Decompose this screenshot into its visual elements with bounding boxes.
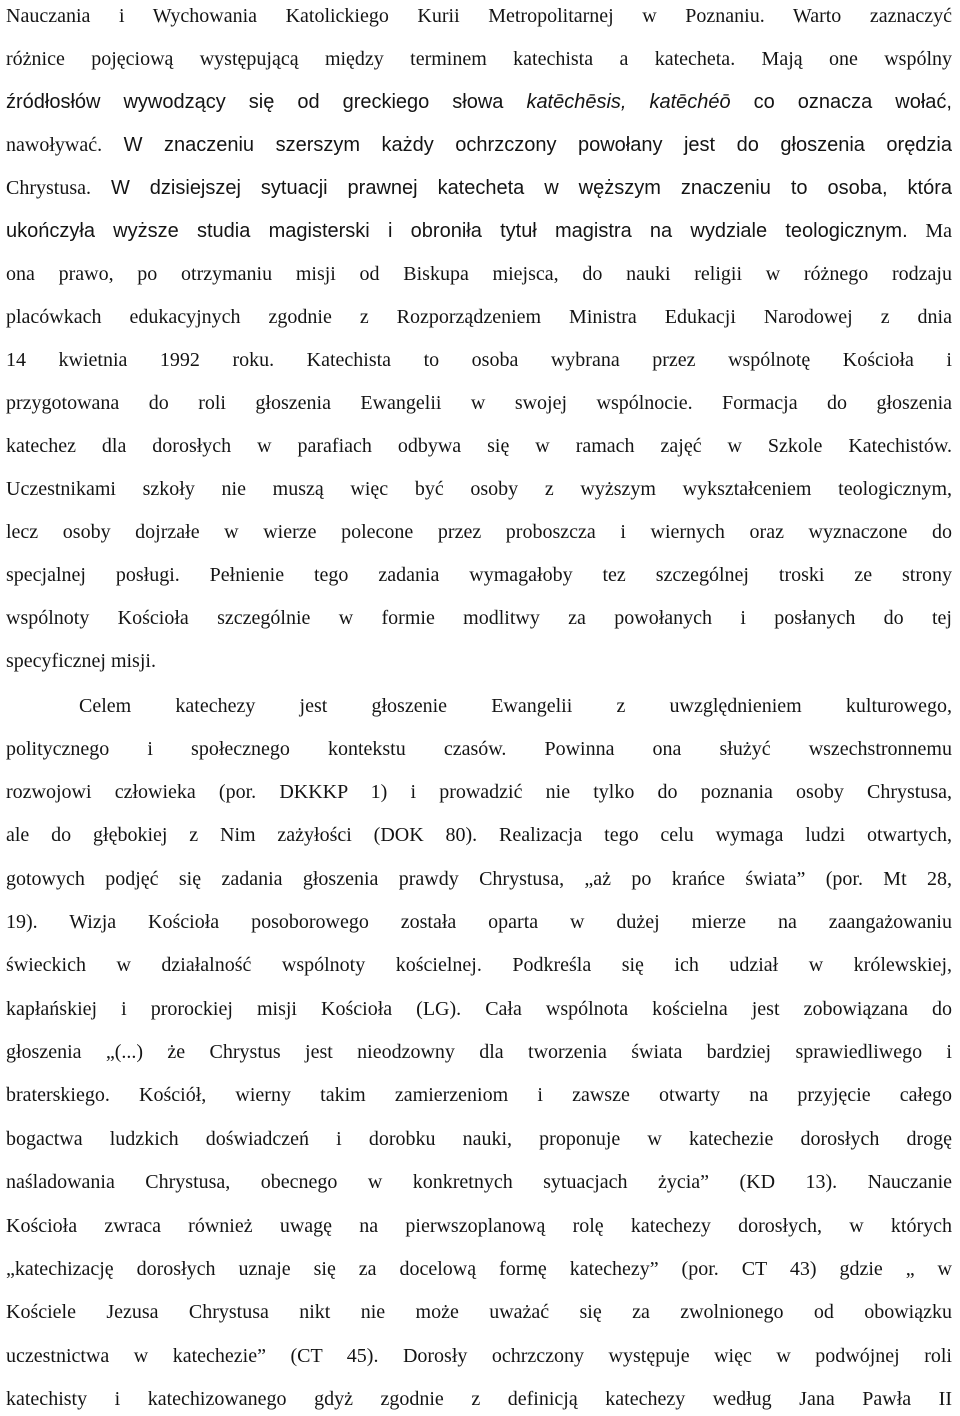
paragraph-2-line-11: bogactwa ludzkich doświadczeń i dorobku nauki, proponuje w katechezie dorosłych drogę	[6, 1128, 952, 1150]
paragraph-2-line-9: głoszenia „(...) że Chrystus jest nieodzowny dla tworzenia świata bardziej sprawiedliwego i	[6, 1041, 952, 1063]
text-line-5-start: Chrystusa.	[6, 177, 91, 199]
text-line-6-end: Ma	[907, 220, 952, 242]
paragraph-2-line-8: kapłańskiej i prorockiej misji Kościoła (LG). Cała wspólnota kościelna jest zobowiązana do	[6, 998, 952, 1020]
text-line-2: różnice pojęciową występującą między terminem katechista a katecheta. Mają one wspólny	[6, 48, 952, 70]
text-line-5-end: W dzisiejszej sytuacji prawnej katecheta w węższym znaczeniu to osoba, która	[91, 177, 952, 199]
paragraph-2-line-17: katechisty i katechizowanego gdyż zgodnie z definicją katechezy według Jana Pawła II	[6, 1388, 952, 1410]
paragraph-2-line-3: rozwojowi człowieka (por. DKKKP 1) i prowadzić nie tylko do poznania osoby Chrystusa,	[6, 781, 952, 803]
text-line-16: specyficznej misji.	[6, 650, 156, 672]
text-line-1: Nauczania i Wychowania Katolickiego Kurii Metropolitarnej w Poznaniu. Warto zaznaczyć	[6, 5, 952, 27]
text-line-6-start: ukończyła wyższe studia magisterski i obroniła tytuł magistra na wydziale teologicznym.	[6, 220, 908, 242]
text-line-13: lecz osoby dojrzałe w wierze polecone przez proboszcza i wiernych oraz wyznaczone do	[6, 521, 952, 543]
paragraph-2-line-16: uczestnictwa w katechezie” (CT 45). Dorosły ochrzczony występuje więc w podwójnej roli	[6, 1345, 952, 1367]
text-line-12: Uczestnikami szkoły nie muszą więc być osoby z wyższym wykształceniem teologicznym,	[6, 478, 952, 500]
greek-terms: katēchēsis, katēchéō	[526, 91, 731, 113]
paragraph-2-line-13: Kościoła zwraca również uwagę na pierwszoplanową rolę katechezy dorosłych, w których	[6, 1215, 952, 1237]
text-line-4-start: nawoływać.	[6, 134, 103, 156]
text-line-3-end: co oznacza wołać,	[730, 91, 952, 113]
paragraph-2-line-4: ale do głębokiej z Nim zażyłości (DOK 80). Realizacja tego celu wymaga ludzi otwartych,	[6, 824, 952, 846]
paragraph-2-line-1: Celem katechezy jest głoszenie Ewangelii z uwzględnieniem kulturowego,	[79, 695, 952, 717]
paragraph-2-line-10: braterskiego. Kościół, wierny takim zamierzeniom i zawsze otwarty na przyjęcie całego	[6, 1084, 952, 1106]
paragraph-2-line-12: naśladowania Chrystusa, obecnego w konkretnych sytuacjach życia” (KD 13). Nauczanie	[6, 1171, 952, 1193]
text-line-15: wspólnoty Kościoła szczególnie w formie modlitwy za powołanych i posłanych do tej	[6, 607, 952, 629]
text-line-4	[6, 130, 952, 160]
text-line-9: 14 kwietnia 1992 roku. Katechista to osoba wybrana przez wspólnotę Kościoła i	[6, 349, 952, 371]
text-line-7: ona prawo, po otrzymaniu misji od Biskupa miejsca, do nauki religii w różnego rodzaju	[6, 263, 952, 285]
text-line-6	[6, 216, 952, 246]
paragraph-2-line-5: gotowych podjęć się zadania głoszenia prawdy Chrystusa, „aż po krańce świata” (por. Mt 28,	[6, 868, 952, 890]
text-line-3-start: źródłosłów wywodzący się od greckiego słowa	[6, 91, 527, 113]
paragraph-2-line-2: politycznego i społecznego kontekstu czasów. Powinna ona służyć wszechstronnemu	[6, 738, 952, 760]
text-line-10: przygotowana do roli głoszenia Ewangelii w swojej wspólnocie. Formacja do głoszenia	[6, 392, 952, 414]
paragraph-2-line-6: 19). Wizja Kościoła posoborowego została oparta w dużej mierze na zaangażowaniu	[6, 911, 952, 933]
text-line-14: specjalnej posługi. Pełnienie tego zadania wymagałoby tez szczególnej troski ze strony	[6, 564, 952, 586]
paragraph-2-line-15: Kościele Jezusa Chrystusa nikt nie może uważać się za zwolnionego od obowiązku	[6, 1301, 952, 1323]
paragraph-2-line-7: świeckich w działalność wspólnoty kościelnej. Podkreśla się ich udział w królewskiej,	[6, 954, 952, 976]
text-line-4-end: W znaczeniu szerszym każdy ochrzczony powołany jest do głoszenia orędzia	[102, 134, 952, 156]
paragraph-2-line-14: „katechizację dorosłych uznaje się za docelową formę katechezy” (por. CT 43) gdzie „ w	[6, 1258, 952, 1280]
text-line-5	[6, 173, 952, 203]
text-line-8: placówkach edukacyjnych zgodnie z Rozporządzeniem Ministra Edukacji Narodowej z dnia	[6, 306, 952, 328]
text-line-11: katechez dla dorosłych w parafiach odbywa się w ramach zajęć w Szkole Katechistów.	[6, 435, 952, 457]
text-line-3	[6, 87, 952, 117]
